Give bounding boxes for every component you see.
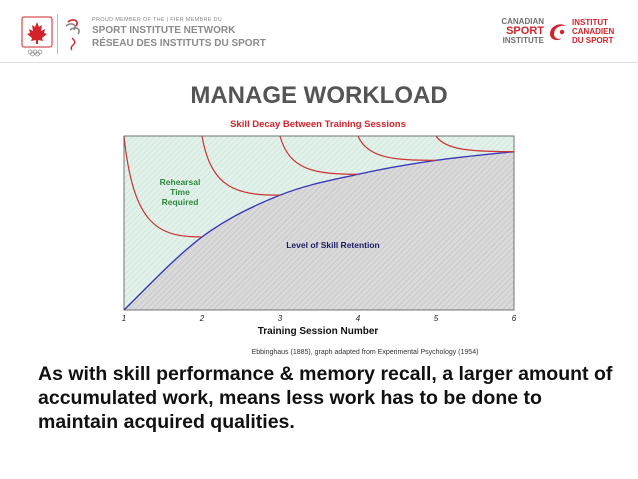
slide-title: MANAGE WORKLOAD xyxy=(190,82,448,109)
chart-source: Ebbinghaus (1885), graph adapted from Experimental Psychology (1954) xyxy=(251,349,479,356)
x-axis-ticks xyxy=(122,314,517,323)
annotation-rehearsal: Rehearsal xyxy=(159,177,201,187)
annotation-retention: Level of Skill Retention xyxy=(286,240,380,250)
x-tick-label: 6 xyxy=(511,314,517,323)
header-underline xyxy=(0,62,638,63)
chart-title: Skill Decay Between Training Sessions xyxy=(230,119,406,130)
csi-fr-line3: DU SPORT xyxy=(572,36,614,45)
paralympic-icon xyxy=(62,16,86,54)
slide-body-text: As with skill performance & memory recall, a larger amount of accumulated work, means less work has to be done to maintain acquired qualities. xyxy=(38,363,613,433)
annotation-required: Required xyxy=(161,197,199,207)
annotation-time: Time xyxy=(170,187,190,197)
network-line1: SPORT INSTITUTE NETWORK xyxy=(92,25,236,36)
plot-area xyxy=(124,136,514,310)
csi-logo-en xyxy=(496,18,544,45)
x-tick-label: 4 xyxy=(355,314,361,323)
skill-decay-chart xyxy=(100,112,530,362)
csi-en-line3: INSTITUTE xyxy=(502,36,544,45)
csi-swirl-icon xyxy=(546,20,570,44)
csi-en-line1: CANADIAN xyxy=(501,17,544,26)
slide-header xyxy=(0,0,638,62)
csi-en-line2: SPORT xyxy=(506,25,544,37)
csi-fr-line1: INSTITUT xyxy=(572,18,608,27)
x-tick-label: 2 xyxy=(199,314,205,323)
csi-logo-fr xyxy=(572,18,614,45)
network-small-text: PROUD MEMBER OF THE | FIER MEMBRE DU xyxy=(92,17,223,23)
csi-fr-line2: CANADIEN xyxy=(572,27,615,36)
x-tick-label: 3 xyxy=(277,314,283,323)
x-tick-label: 1 xyxy=(121,314,127,323)
x-axis-label: Training Session Number xyxy=(257,326,379,337)
header-divider xyxy=(57,14,58,54)
network-line2: RÉSEAU DES INSTITUTS DU SPORT xyxy=(92,38,266,49)
maple-leaf-icon xyxy=(18,14,62,58)
network-text xyxy=(92,17,266,50)
x-tick-label: 5 xyxy=(433,314,439,323)
